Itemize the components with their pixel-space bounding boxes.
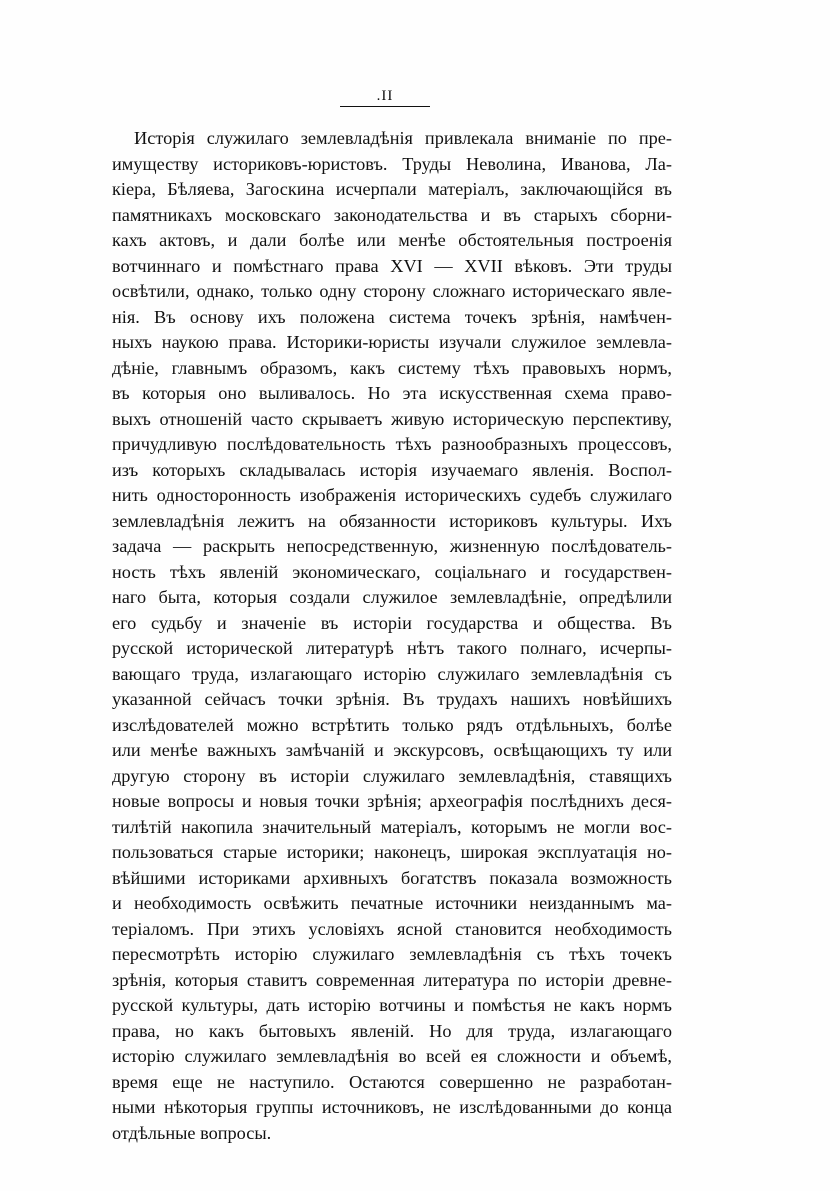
text-line: ность тѣхъ явленій экономическаго, соціальнаго и государствен-: [112, 561, 672, 582]
text-line: русской исторической литературѣ нѣтъ такого полнаго, исчерпы-: [112, 638, 672, 658]
text-line: время еще не наступило. Остаются совершенно не разработан-: [112, 1071, 672, 1092]
text-line: теріаломъ. При этихъ условіяхъ ясной становится необходимость: [112, 918, 672, 939]
text-line: въ которыя оно выливалось. Но эта искусственная схема право-: [112, 383, 672, 403]
page-number: .II: [376, 88, 394, 104]
text-line: ныхъ наукою права. Историки-юристы изучали служилое землевла-: [112, 332, 672, 352]
page-header: [340, 88, 430, 107]
text-line: нить односторонность изображенія историческихъ судебъ служилаго: [112, 485, 672, 505]
text-line: новые вопросы и новыя точки зрѣнія; археографія послѣднихъ деся-: [112, 791, 672, 811]
text-line: наго быта, которыя создали служилое землевладѣніе, опредѣлили: [112, 587, 672, 607]
text-line: Исторія служилаго землевладѣнія привлекала вниманіе по пре-: [134, 128, 672, 148]
text-line: задача — раскрыть непосредственную, жизненную послѣдователь-: [112, 536, 672, 556]
text-line: ными нѣкоторыя группы источниковъ, не изслѣдованными до конца: [112, 1097, 672, 1117]
text-line: пересмотрѣть исторію служилаго землевладѣнія съ тѣхъ точекъ: [112, 944, 672, 964]
text-line: его судьбу и значеніе въ исторіи государства и общества. Въ: [112, 612, 672, 633]
text-line: или менѣе важныхъ замѣчаній и экскурсовъ, освѣщающихъ ту или: [112, 740, 672, 760]
text-line: памятникахъ московскаго законодательства и въ старыхъ сборни-: [112, 204, 672, 225]
text-line: нія. Въ основу ихъ положена система точекъ зрѣнія, намѣчен-: [112, 306, 672, 327]
text-line: тилѣтій накопила значительный матеріалъ, которымъ не могли вос-: [112, 816, 672, 837]
text-line: выхъ отношеній часто скрываетъ живую историческую перспективу,: [112, 408, 672, 429]
text-line: имуществу историковъ-юристовъ. Труды Неволина, Иванова, Ла-: [112, 153, 672, 174]
text-line: вающаго труда, излагающаго исторію служилаго землевладѣнія съ: [112, 663, 672, 684]
text-line: зрѣнія, которыя ставитъ современная литература по исторіи древне-: [112, 969, 672, 990]
text-line: изслѣдователей можно встрѣтить только рядъ отдѣльныхъ, болѣе: [112, 714, 672, 735]
text-line: пользоваться старые историки; наконецъ, широкая эксплуатація но-: [112, 842, 672, 862]
text-line: исторію служилаго землевладѣнія во всей ея сложности и объемѣ,: [112, 1046, 672, 1066]
text-line: изъ которыхъ складывалась исторія изучаемаго явленія. Воспол-: [112, 459, 672, 480]
header-rule: [340, 106, 430, 107]
text-line: права, но какъ бытовыхъ явленій. Но для труда, излагающаго: [112, 1020, 672, 1041]
text-line: другую сторону въ исторіи служилаго землевладѣнія, ставящихъ: [112, 765, 672, 786]
text-line: кіера, Бѣляева, Загоскина исчерпали матеріалъ, заключающійся въ: [112, 179, 672, 199]
text-line: освѣтили, однако, только одну сторону сложнаго историческаго явле-: [112, 281, 672, 301]
text-line: дѣніе, главнымъ образомъ, какъ систему тѣхъ правовыхъ нормъ,: [112, 357, 672, 378]
text-line: причудливую послѣдовательность тѣхъ разнообразныхъ процессовъ,: [112, 434, 672, 454]
text-line: вотчиннаго и помѣстнаго права XVI — XVII вѣковъ. Эти труды: [112, 255, 672, 276]
text-line: землевладѣнія лежитъ на обязанности историковъ культуры. Ихъ: [112, 510, 672, 531]
text-line: указанной сейчасъ точки зрѣнія. Въ трудахъ нашихъ новѣйшихъ: [112, 689, 672, 709]
body-paragraph: [112, 126, 672, 1146]
text-line: вѣйшими историками архивныхъ богатствъ показала возможность: [112, 867, 672, 888]
text-line: и необходимость освѣжить печатные источники неизданнымъ ма-: [112, 893, 672, 913]
text-line: кахъ актовъ, и дали болѣе или менѣе обстоятельныя построенія: [112, 230, 672, 250]
text-line: отдѣльные вопросы.: [112, 1122, 272, 1143]
text-line: русской культуры, дать исторію вотчины и помѣстья не какъ нормъ: [112, 995, 672, 1015]
